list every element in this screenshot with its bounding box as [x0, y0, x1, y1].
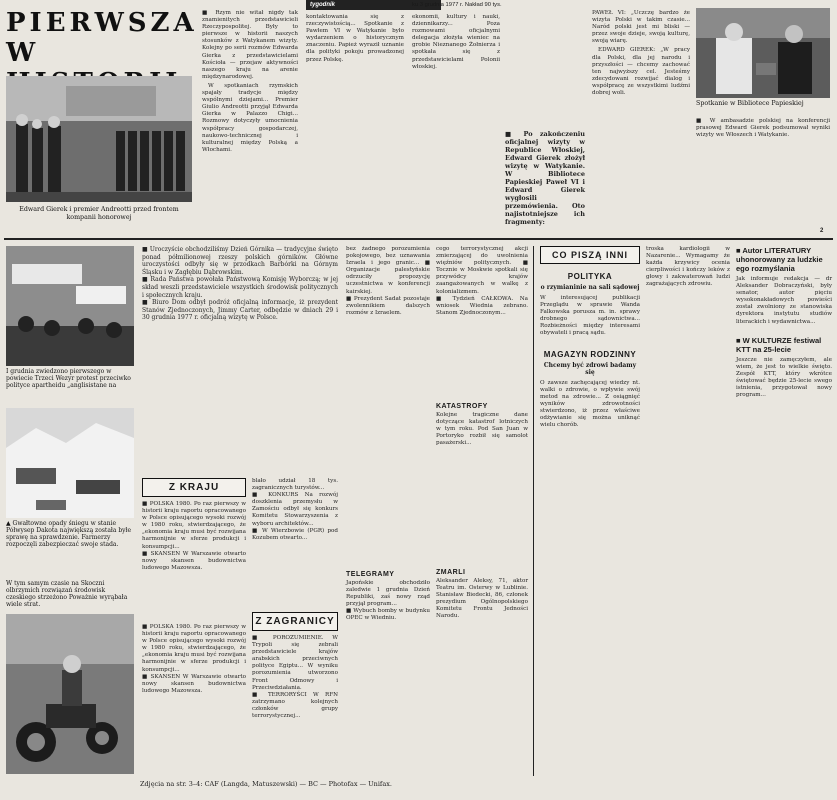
photo-snow-image — [6, 408, 134, 518]
right-top-text — [696, 118, 830, 230]
photo-biblioteka-image — [696, 8, 830, 98]
photo-hospital-protest — [6, 246, 134, 366]
news-col3-text: cego terrorystycznej akcji zmierzającej do uwolnienia więźniów politycznych. ■ Tocznie w Moskwie spotkali się przywódcy krajów zaangażowanych w walkę z kolonializmem. ■ Tydzień CAŁKOWA. Na wniosek Wiednia zebrano. Stanom Zjednoczonym... — [436, 246, 528, 316]
z-kraju-title: Z KRAJU — [142, 478, 246, 497]
photo-credits: Zdjęcia na str. 3–4: CAF (Langda, Matuszewski) — BC — Photofax — Unifax. — [140, 780, 392, 788]
col-divider — [533, 246, 534, 776]
photo-biblioteka — [696, 8, 830, 98]
telegramy-heading: TELEGRAMY — [346, 571, 395, 578]
photo-motorcycle-image — [6, 614, 134, 774]
katastrofy-text: Kolejne tragiczne dane dotyczące katastrof lotniczych w tym roku. Pod San Juan w Portoryko rozbił się samolot pasażerski... — [436, 412, 528, 447]
polityka-text: W interesującej publikacji Przeglądu w sprawie Wanda Falkowska porusza m. in. sprawy drobnego sądownictwa... Rozbieżności między interesami obywateli i pracą sądu. — [540, 295, 640, 337]
news-col2-text: bez żadnego porozumienia pokojowego, bez uznawania Izraela i jego granic... ■ Organizacje palestyńskie odrzuciły propozycję uczestnictwa w konferencji kairskiej. ■ Prezydent Sadat pozostaje zwolennikiem dalszych rozmów z Izraelem. — [346, 246, 430, 316]
photo-gierek-andreotti — [6, 76, 192, 202]
news-column-main — [142, 246, 338, 468]
z-kraju-text2: blało udział 18 tys. zagranicznych turystów... ■ KONKURS Na rozwój doszklenia przemysłu w Zamościu odbył się konkurs Komitetu Stowarzyszenia z wyboru architektów... ■ W Wierzbowie (PGR) pod Kozubem otwarto... — [252, 478, 338, 541]
kultura-heading: ■ W KULTURZE festiwal KTT na 25-lecie — [736, 335, 822, 354]
photo-caption-left: Edward Gierek i premier Andreotti przed frontem kompanii honorowej — [19, 206, 179, 221]
top-article-col3 — [306, 14, 404, 230]
z-kraju-text: ■ POLSKA 1980. Po raz pierwszy w historii kraju raportu opracowanego w Polsce opisującego wysoki rozwój w 1980 roku, stwierdzającego, że „ekonomia kraju musi być rozwijana harmonijnie w sferze produkcji i konsumpcji... ■ SKANSEN W Warszawie otwarto nowy skansen budownictwa ludowego Mazowsza. — [142, 501, 246, 571]
zmarli-heading: ZMARLI — [436, 569, 466, 576]
news-main-text: ■ Uroczyście obchodziliśmy Dzień Górnika — tradycyjne święto ponad półmilionowej rzeszy polskich górników. Główne uroczystości odbyły się w przodkach Barbórki na Górnym Śląsku i w Zagłębiu Dąbrowskim. ■ Rada Państwa powołała Państwową Komisję Wyborczą; w jej skład weszli przedstawiciele wszystkich środowisk politycznych i społecznych kraju. ■ Biuro Dom odbył podróż oficjalną informacje, iż prezydent Stanów Zjednoczonych, Jimmy Carter, odbędzie w dniach 29 i 30 grudnia 1977 r. oficjalną wizytę w Polsce. — [142, 246, 338, 322]
gierek-text: EDWARD GIEREK: „W pracy dla Polski, dla jej narodu i przyszłości — chcemy zachować ten najwyższy cel. Jesteśmy zdecydowani rozwijać dialog i współpracę ze wszystkimi ludźmi dobrej woli. — [592, 47, 690, 97]
top-col2-para: W spotkaniach rzymskich spajały tradycje między wspólnymi dziejami... Premier Giulio Andreotti przyjął Edwarda Gierka w Palazzo Chigi... Rozmowy dotyczyły umocnienia współpracy gospodarczej, naukowo-technicznej i kulturalnej między Polską a Włochami. — [202, 82, 298, 153]
top-article-col1 — [202, 10, 298, 230]
top-article-col4 — [412, 14, 500, 230]
news-column-3 — [436, 246, 528, 396]
bottom-left-text: ■ POLSKA 1980. Po raz pierwszy w historii kraju raportu opracowanego w Polsce opisującego wysoki rozwój w 1980 roku, stwierdzającego, że „ekonomia kraju musi być rozwijana harmonijnie w sferze produkcji i konsumpcji... ■ SKANSEN W Warszawie otwarto nowy skansen budownictwa ludowego Mazowsza. — [142, 624, 246, 694]
news-column-2 — [346, 246, 430, 468]
photo2-caption: ▲ Gwałtowne opady śniegu w stanie Półwysep Dakota największą została byłe sprawę na sprawdzenie. Farmerzy rozpoczęli zabezpieczać swoje stada. — [6, 520, 132, 548]
pawel-gierek-col — [592, 10, 690, 230]
z-zagranicy-title: Z ZAGRANICY — [252, 612, 338, 631]
top-col4-para: ekonomii, kultury i nauki, dziennikarzy... Poza rozmowami oficjalnymi delegacja złożyła wieniec na grobie Nieznanego Żołnierza i spotkała się z przedstawicielami Polonii włoskiej. — [412, 14, 500, 70]
photo-motorcycle — [6, 614, 134, 774]
z-kraju-box — [142, 478, 246, 618]
katastrofy-section — [436, 400, 528, 560]
z-zagranicy-box — [252, 612, 338, 776]
polityka-subtitle: o rzymianinie na sali sądowej — [540, 284, 640, 291]
headline-block — [6, 8, 196, 72]
magazyn-text: O zawsze zachęcającej wiedzy nt. walki o zdrowie, o wpływie swój metod na zdrowie... Z osiągnięć wyników zdrowotności stwierdzono, iż przez właściwe odżywianie się można uniknąć wielu chorób. — [540, 379, 640, 429]
zmarli-section — [436, 566, 528, 776]
top-meta: ku 3 grudnia 1977 r. Nakład 90 tys. — [412, 2, 502, 8]
zmarli-text: Aleksander Aleksy, 71, aktor Teatru im. Osterwy w Lublinie. Stanisław Biedecki, 86, członek prezydium Ogólnopolskiego Komitetu Frontu Jedności Narodu. — [436, 578, 528, 620]
co-pisza-title: CO PISZĄ INNI — [540, 246, 640, 264]
co-pisza-inni-section — [540, 246, 640, 776]
headline-line1: PIERWSZA — [6, 8, 198, 38]
photo3-caption: W tym samym czasie na Skoczni olbrzymich rozwiązań środowisk czeskiego strzeżono Poważnie wyrąbała wiele strat. — [6, 580, 128, 608]
photo-hospital-protest-image — [6, 246, 134, 366]
polityka-heading: POLITYKA — [567, 272, 613, 281]
top-col1-para: ■ Rzym nie witał nigdy tak znamienitych przedstawicieli Rzeczypospolitej. Były to pierwsze w historii naszych stosunków z Watykanem wizyty. Kolejny po serii rozmów Edwarda Gierka z przedstawicielami Kościoła — przejaw aktywności naszego kraju na arenie międzynarodowej. — [202, 10, 298, 80]
top-col3-para: kontaktowania się z rzeczywistością... Spotkanie z Pawłem VI w Watykanie było wydarzeniem o historycznym znaczeniu. Papież wyraził uznanie dla polityki pokoju prowadzonej przez Polskę. — [306, 14, 404, 63]
photo-snow — [6, 408, 134, 518]
wizyta-note-text: ■ Po zakończeniu oficjalnej wizyty w Republice Włoskiej, Edward Gierek złożył wizytę w Watykanie. W Bibliotece Papieskiej Paweł VI i Edward Gierek wygłosili przemówienia. Oto najistotniejsze ich fragmenty: — [505, 130, 585, 226]
magazyn-subtitle: Chcemy być zdrowi badamy się — [543, 361, 637, 376]
right-notes-column — [736, 246, 832, 776]
z-zagranicy-text: ■ POROZUMIENIE. W Trypoli się zebrali przedstawiciele krajów arabskich przeciwnych polityce Egiptu... W wyniku porozumienia utworzono Front Odmowy i Przeciwdziałania. ■ TERRORYŚCI W RFN zatrzymano kolejnych członków grupy terrorystycznej... — [252, 635, 338, 720]
co-pisza-col2-text: troska kardiologii w Nazarenie... Wymagamy że każda krzywicy ocenia cierpliwości i kończy leków z głowy i zakwaterowań ludzi zagrażających zdrowiu. — [646, 246, 730, 288]
masthead-label: tygodnik — [310, 2, 335, 8]
wizyta-note — [505, 130, 585, 230]
pawel-text: PAWEŁ VI: „Uczczę bardzo że wizyta Polski w takim czasie... Naród polski jest mi bliski — przez swoje dzieje, swoją kulturę, swoją wiarę. — [592, 10, 690, 45]
literatura-heading: ■ Autor LITERATURY uhonorowany za ludzkie ego rozmyślania — [736, 246, 823, 273]
katastrofy-heading: KATASTROFY — [436, 403, 488, 410]
photo-caption-right: Spotkanie w Bibliotece Papieskiej — [696, 100, 804, 107]
bottom-left-column — [142, 624, 246, 774]
telegramy-text: Japońskie obchodziło zaledwie 1 grudnia Dzień Republiki, zaś nowy rząd przyjął program... ■ Wybuch bomby w budynku OPEC w Wiedniu. — [346, 580, 430, 622]
page-number: 2 — [820, 228, 824, 234]
co-pisza-col2 — [646, 246, 730, 776]
right-top-para: ■ W ambasadzie polskiej na konferencji prasowej Edward Gierek podsumował wyniki wizyty we Włoszech i Watykanie. — [696, 118, 830, 139]
photo1-caption: I grudnia zwiedzono pierwszego w powiecie Trzeci Wezyr protest przeciwko polityce apartheidu „anglisistane na — [6, 368, 131, 389]
magazyn-heading: MAGAZYN RODZINNY — [543, 349, 637, 359]
kultura-text: Jeszcze nie zamęczyłem, ale wiem, że jest to wielkie święto. Zespół KTT, który wkrótce świętować będzie 25-lecie swego istnienia, przygotował nowy program... — [736, 356, 832, 399]
literatura-text: Jak informuje redakcja — dr Aleksander Dobraczyński, były senator, autor pięciu wysokonakładowych powieści został zwolniony ze stanowiska dyrektora instytutu studiów literackich i wydawnictwa... — [736, 276, 832, 325]
telegramy-section — [346, 568, 430, 774]
photo-gierek-andreotti-image — [6, 76, 192, 202]
top-divider — [4, 238, 833, 240]
headline-line2: W — [6, 38, 40, 68]
